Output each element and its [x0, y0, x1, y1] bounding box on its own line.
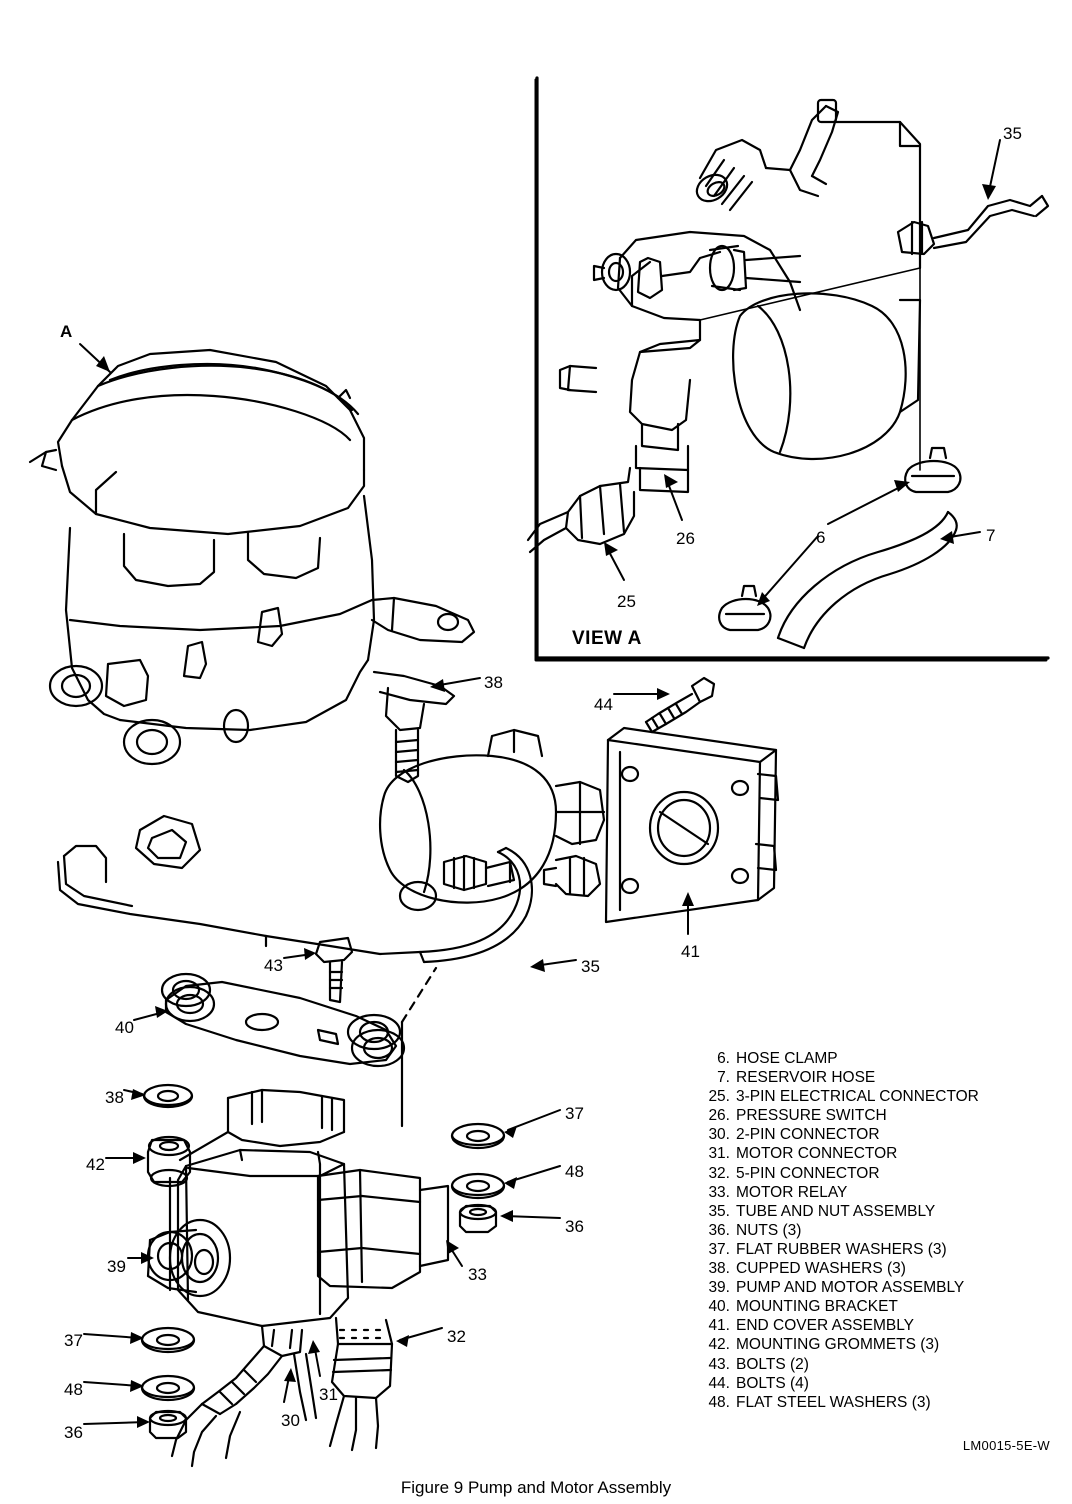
callout-c31: 31	[319, 1385, 338, 1404]
legend-row	[700, 1240, 1030, 1259]
pump-end-cover-assembly	[380, 678, 778, 922]
callout-c43: 43	[264, 956, 283, 975]
legend-row	[700, 1278, 1030, 1297]
legend-row	[700, 1183, 1030, 1202]
legend-number: 30.	[708, 1126, 730, 1144]
legend-row	[700, 1049, 1030, 1068]
legend-number: 35.	[708, 1202, 730, 1220]
legend-label: MOUNTING BRACKET	[736, 1298, 898, 1316]
callout-c33: 33	[468, 1265, 487, 1284]
legend-label: END COVER ASSEMBLY	[736, 1317, 915, 1335]
callout-c30: 30	[281, 1411, 300, 1430]
legend-number: 44.	[708, 1374, 730, 1392]
drawing-code: LM0015-5E-W	[962, 1438, 1050, 1453]
callout-c39: 39	[107, 1257, 126, 1276]
legend-number: 38.	[708, 1260, 730, 1278]
legend-number: 43.	[708, 1355, 730, 1373]
view-a-assembly	[528, 100, 1048, 648]
legend-label: 3-PIN ELECTRICAL CONNECTOR	[736, 1088, 979, 1106]
legend-label: PRESSURE SWITCH	[736, 1107, 887, 1125]
legend-row	[700, 1144, 1030, 1163]
legend-label: NUTS (3)	[736, 1221, 802, 1239]
legend-number: 40.	[708, 1298, 730, 1316]
callout-c37_right: 37	[565, 1104, 584, 1123]
callout-c35_mid: 35	[581, 957, 600, 976]
legend-label: RESERVOIR HOSE	[736, 1069, 876, 1087]
pump-motor-assembly	[142, 1085, 504, 1466]
legend-number: 42.	[708, 1336, 730, 1354]
legend-label: TUBE AND NUT ASSEMBLY	[736, 1202, 936, 1220]
callout-c36_right: 36	[565, 1217, 584, 1236]
legend-number: 37.	[708, 1240, 730, 1258]
legend-label: 5-PIN CONNECTOR	[736, 1164, 880, 1182]
legend-row	[700, 1355, 1030, 1374]
view-a-label: VIEW A	[572, 628, 642, 649]
callout-c35_top: 35	[1003, 124, 1022, 143]
legend-number: 36.	[708, 1221, 730, 1239]
legend-label: BOLTS (4)	[736, 1374, 809, 1392]
callout-c26: 26	[676, 529, 695, 548]
callout-c32: 32	[447, 1327, 466, 1346]
legend-number: 31.	[708, 1145, 730, 1163]
callout-c37_low: 37	[64, 1331, 83, 1350]
legend-label: BOLTS (2)	[736, 1355, 809, 1373]
callout-c48_right: 48	[565, 1162, 584, 1181]
master-cylinder-assembly	[30, 350, 532, 962]
callout-c36_low: 36	[64, 1423, 83, 1442]
callout-c48_low: 48	[64, 1380, 83, 1399]
legend-row	[700, 1164, 1030, 1183]
section-letter-a: A	[60, 322, 73, 341]
mounting-bracket	[162, 938, 436, 1126]
legend-label: MOUNTING GROMMETS (3)	[736, 1336, 940, 1354]
legend-label: HOSE CLAMP	[736, 1050, 838, 1067]
legend-number: 26.	[708, 1107, 730, 1125]
legend-row	[700, 1335, 1030, 1354]
legend-number: 6.	[717, 1050, 730, 1067]
callout-c42: 42	[86, 1155, 105, 1174]
legend-number: 48.	[708, 1393, 730, 1411]
callout-c6: 6	[816, 528, 826, 547]
legend-row	[700, 1316, 1030, 1335]
legend-row	[700, 1068, 1030, 1087]
legend-label: 2-PIN CONNECTOR	[736, 1126, 880, 1144]
legend-label: CUPPED WASHERS (3)	[736, 1260, 906, 1278]
legend-label: FLAT RUBBER WASHERS (3)	[736, 1240, 947, 1258]
legend-number: 33.	[708, 1183, 730, 1201]
legend-label: PUMP AND MOTOR ASSEMBLY	[736, 1279, 965, 1297]
legend-row	[700, 1202, 1030, 1221]
legend-row	[700, 1297, 1030, 1316]
legend-number: 32.	[708, 1164, 730, 1182]
parts-legend	[700, 1049, 1030, 1412]
callout-c38_top: 38	[484, 673, 503, 692]
callout-c44: 44	[594, 695, 613, 714]
callout-c25: 25	[617, 592, 636, 611]
figure-caption: Figure 9 Pump and Motor Assembly	[400, 1478, 672, 1497]
legend-row	[700, 1106, 1030, 1125]
callout-c7: 7	[986, 526, 996, 545]
legend-label: FLAT STEEL WASHERS (3)	[736, 1393, 931, 1411]
callout-c41: 41	[681, 942, 700, 961]
legend-row	[700, 1087, 1030, 1106]
legend-number: 25.	[708, 1088, 730, 1106]
legend-number: 7.	[717, 1069, 730, 1087]
callout-c38_low: 38	[105, 1088, 124, 1107]
legend-label: MOTOR CONNECTOR	[736, 1145, 898, 1163]
legend-number: 39.	[708, 1279, 730, 1297]
legend-row	[700, 1374, 1030, 1393]
legend-number: 41.	[708, 1317, 730, 1335]
legend-label: MOTOR RELAY	[736, 1183, 848, 1201]
legend-row	[700, 1125, 1030, 1144]
legend-row	[700, 1259, 1030, 1278]
legend-row	[700, 1221, 1030, 1240]
legend-row	[700, 1393, 1030, 1412]
callout-c40: 40	[115, 1018, 134, 1037]
